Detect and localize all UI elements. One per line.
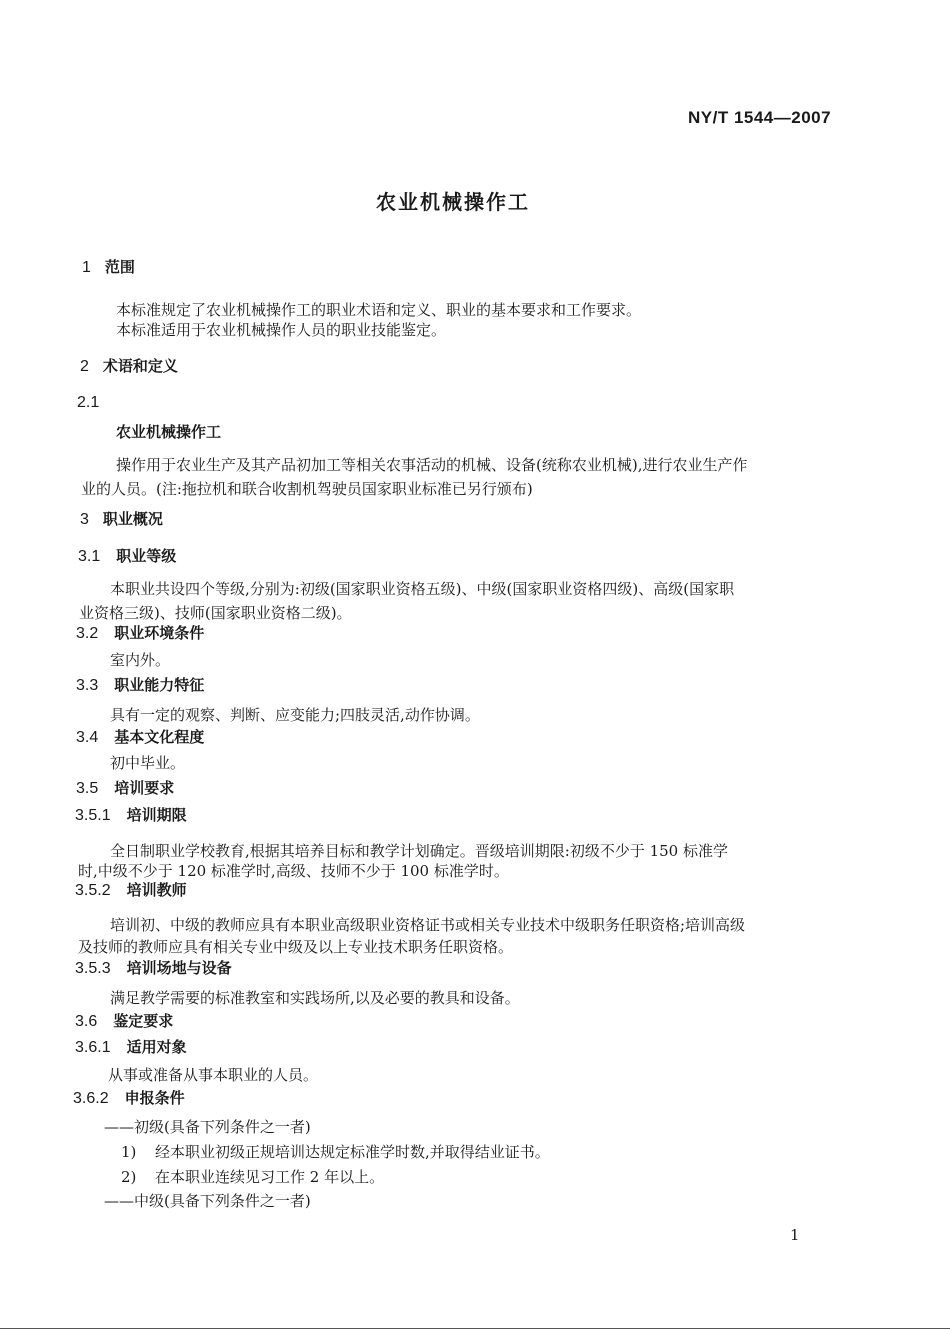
section-number: 3.5.2 — [75, 882, 111, 899]
section-title: 基本文化程度 — [114, 728, 205, 746]
section-title: 职业能力特征 — [114, 676, 205, 694]
paragraph: 室内外。 — [110, 651, 171, 669]
paragraph: 培训初、中级的教师应具有本职业高级职业资格证书或相关专业技术中级职务任职资格;培训高级 — [110, 916, 746, 934]
paragraph: 本职业共设四个等级,分别为:初级(国家职业资格五级)、中级(国家职业资格四级)、高级(国家职 — [110, 580, 735, 598]
section-title: 培训教师 — [126, 881, 187, 899]
paragraph: 业的人员。(注:拖拉机和联合收割机驾驶员国家职业标准已另行颁布) — [81, 480, 533, 498]
list-item-text: 在本职业连续见习工作 2 年以上。 — [155, 1168, 385, 1186]
subsection-3-5-1-heading — [75, 804, 187, 825]
section-number: 3.1 — [78, 548, 101, 565]
subsection-3-5-heading — [76, 777, 174, 798]
section-title: 适用对象 — [126, 1038, 187, 1056]
section-number: 3.6 — [75, 1013, 98, 1030]
section-number: 1 — [82, 259, 91, 276]
section-number: 3.5 — [76, 780, 99, 797]
list-item-text: 经本职业初级正规培训达规定标准学时数,并取得结业证书。 — [155, 1143, 550, 1161]
section-number: 3.6.2 — [73, 1090, 109, 1107]
section-title: 范围 — [104, 258, 135, 276]
subsection-3-1-heading — [78, 545, 176, 566]
paragraph: 及技师的教师应具有相关专业中级及以上专业技术职务任职资格。 — [78, 938, 514, 956]
section-number: 3 — [80, 511, 89, 528]
subsection-3-6-2-heading — [73, 1087, 185, 1108]
list-item — [121, 1166, 384, 1187]
paragraph: 本标准适用于农业机械操作人员的职业技能鉴定。 — [116, 321, 447, 339]
list-item — [121, 1141, 550, 1162]
section-title: 培训场地与设备 — [126, 959, 232, 977]
section-number: 2.1 — [77, 394, 100, 411]
section-title: 术语和定义 — [102, 357, 178, 375]
page-number: 1 — [790, 1226, 800, 1244]
document-title: 农业机械操作工 — [376, 190, 530, 214]
subsection-3-5-3-heading — [75, 957, 232, 978]
list-heading: ——初级(具备下列条件之一者) — [104, 1118, 311, 1136]
subsection-3-6-1-heading — [75, 1036, 187, 1057]
section-3-heading — [80, 508, 163, 529]
section-title: 培训期限 — [126, 806, 187, 824]
standard-code: NY/T 1544—2007 — [688, 108, 832, 127]
section-number: 3.4 — [76, 729, 99, 746]
paragraph: 本标准规定了农业机械操作工的职业术语和定义、职业的基本要求和工作要求。 — [116, 301, 642, 319]
list-item-number: 2) — [121, 1168, 137, 1186]
section-number: 3.6.1 — [75, 1039, 111, 1056]
subsection-3-4-heading — [76, 726, 204, 747]
section-title: 培训要求 — [114, 779, 175, 797]
list-heading: ——中级(具备下列条件之一者) — [104, 1192, 311, 1210]
section-1-heading — [82, 256, 135, 277]
paragraph: 操作用于农业生产及其产品初加工等相关农事活动的机械、设备(统称农业机械),进行农业生产作 — [116, 456, 748, 474]
section-number: 3.5.1 — [75, 807, 111, 824]
paragraph: 从事或准备从事本职业的人员。 — [108, 1066, 319, 1084]
section-number: 3.3 — [76, 677, 99, 694]
paragraph: 初中毕业。 — [110, 754, 186, 772]
section-number: 3.2 — [76, 625, 99, 642]
paragraph: 时,中级不少于 120 标准学时,高级、技师不少于 100 标准学时。 — [78, 862, 509, 880]
page-bottom-rule — [0, 1328, 950, 1329]
subsection-3-6-heading — [75, 1010, 173, 1031]
section-title: 鉴定要求 — [113, 1012, 174, 1030]
section-number: 3.5.3 — [75, 960, 111, 977]
section-2-heading — [80, 355, 178, 376]
term-title: 农业机械操作工 — [116, 423, 222, 441]
subsection-3-5-2-heading — [75, 879, 187, 900]
paragraph: 具有一定的观察、判断、应变能力;四肢灵活,动作协调。 — [110, 706, 480, 724]
subsection-3-3-heading — [76, 674, 204, 695]
paragraph: 业资格三级)、技师(国家职业资格二级)。 — [79, 604, 352, 622]
paragraph: 满足教学需要的标准教室和实践场所,以及必要的教具和设备。 — [110, 989, 520, 1007]
paragraph: 全日制职业学校教育,根据其培养目标和教学计划确定。晋级培训期限:初级不少于 150 标准学 — [110, 842, 728, 860]
subsection-2-1-number — [77, 392, 99, 412]
section-title: 职业概况 — [102, 510, 163, 528]
section-title: 申报条件 — [124, 1089, 185, 1107]
section-title: 职业等级 — [116, 547, 177, 565]
section-title: 职业环境条件 — [114, 624, 205, 642]
subsection-3-2-heading — [76, 622, 204, 643]
list-item-number: 1) — [121, 1143, 137, 1161]
section-number: 2 — [80, 358, 89, 375]
